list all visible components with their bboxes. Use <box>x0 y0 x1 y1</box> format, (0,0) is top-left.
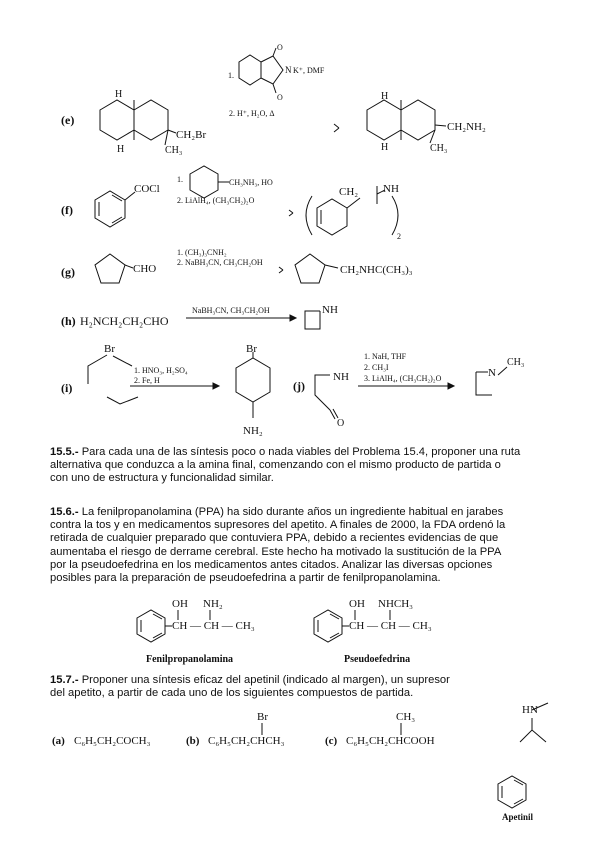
carbonyl-o: O <box>277 93 283 102</box>
nh-group: NH <box>322 304 338 316</box>
paragraph-line: retirada de cualquier preparado que contuviera PPA, debido a recientes evidencias de que <box>50 532 499 545</box>
cocl-group: COCl <box>134 183 160 195</box>
carbonyl-o: O <box>277 43 283 52</box>
h-label: H <box>381 142 389 153</box>
reagent-step-3: 3. LiAlH₄, (CH₃CH₂)₂O <box>364 374 442 383</box>
reaction-label: (j) <box>293 379 305 393</box>
pseudoefedrina-name: Pseudoefedrina <box>344 654 411 665</box>
bromo-group: Br <box>246 343 257 355</box>
reagent-counterion: K⁺, DMF <box>293 66 325 75</box>
reagent-step-2: 2. LiAlH₄, (CH₃CH₂)₂O <box>177 196 255 205</box>
reaction-label: (h) <box>61 314 76 328</box>
paragraph-line: 15.7.- Proponer una síntesis eficaz del apetinil (indicado al margen), un supresor <box>50 674 450 686</box>
option-b-label: (b) <box>186 735 200 747</box>
paragraph-line: alternativa que conduzca a la amina final, comenzando con el mismo producto de partida o <box>50 459 501 472</box>
bromo-substituent: Br <box>257 711 268 723</box>
methyl-group: CH₃ <box>507 357 525 368</box>
paragraph-line: 15.6.- La fenilpropanolamina (PPA) ha sido durante años un ingrediente habitual en jarabes <box>50 506 504 518</box>
reaction-label: (f) <box>61 203 73 217</box>
reagent-step-1: 1. NaH, THF <box>364 352 407 361</box>
option-a-label: (a) <box>52 735 65 747</box>
pseudoefedrina-chain: CH — CH — CH₃ <box>349 620 432 632</box>
paragraph-line: posibles para la preparación de pseudoefedrina a partir de fenilpropanolamina. <box>50 572 441 585</box>
aminoaldehyde: H₂NCH₂CH₂CHO <box>80 314 169 328</box>
methyl-group: CH₃ <box>430 143 448 154</box>
paragraph-line: 15.5.- Para cada una de las síntesis poco o nada viables del Problema 15.4, proponer una ruta <box>50 446 521 458</box>
hydroxyl-group: OH <box>349 598 365 610</box>
n-atom: N <box>488 367 496 379</box>
reagent-step-2: 2. CH₃I <box>364 363 389 372</box>
paragraph-line: con uno de estructura y funcionalidad similar. <box>50 472 274 485</box>
option-c-label: (c) <box>325 735 338 747</box>
amino-group: NH₂ <box>203 598 223 610</box>
paragraph-line: contra la tos y en medicamentos supresores del apetito. A finales de 2000, la FDA ordenó la <box>50 519 506 532</box>
paragraph-line: del apetito, a partir de cada uno de los siguientes compuestos de partida. <box>50 687 414 700</box>
ppa-name: Fenilpropanolamina <box>146 654 234 665</box>
reaction-label: (e) <box>61 113 75 127</box>
option-b-formula: C₆H₅CH₂CHCH₃ <box>208 735 285 747</box>
methylamino-group: NHCH₃ <box>378 598 414 610</box>
nh-group: NH <box>383 183 399 195</box>
ch2br-group: CH₂Br <box>176 129 207 141</box>
paragraph-line: aumentaba el riesgo de derrame cerebral. Este hecho ha motivado la sustitución de la PPA <box>50 545 502 558</box>
amine-group: CH₂NHC(CH₃)₃ <box>340 264 413 276</box>
reagent-step-1: 1. (CH₃)₃CNH₂ <box>177 248 227 257</box>
problem-number: 15.6.- <box>50 506 79 518</box>
option-c-formula: C₆H₅CH₂CHCOOH <box>346 735 435 747</box>
reagent-step-2: 2. Fe, H <box>134 376 160 385</box>
problem-number: 15.7.- <box>50 674 79 686</box>
ch2-group: CH₂ <box>339 186 359 198</box>
paragraph-line: por la pseudoefedrina en los medicamentos antes citados. Analizar las diversas opciones <box>50 558 493 571</box>
option-a-formula: C₆H₅CH₂COCH₃ <box>74 735 151 747</box>
amino-group: NH₂ <box>243 425 263 437</box>
reagent: NaBH₃CN, CH₃CH₂OH <box>192 306 270 315</box>
h-label: H <box>115 89 123 100</box>
ppa-chain: CH — CH — CH₃ <box>172 620 255 632</box>
subscript-two: 2 <box>397 232 401 241</box>
reagent-step-number: 1. <box>228 71 234 80</box>
imide-n: N <box>285 65 292 75</box>
carbonyl-o: O <box>337 418 345 429</box>
reagent-amine: CH₃NH₃, HO <box>229 178 273 187</box>
apetinil-name: Apetinil <box>502 812 534 822</box>
reaction-label: (g) <box>61 265 75 279</box>
h-label: H <box>117 144 125 155</box>
methyl-group: CH₃ <box>165 145 183 156</box>
ch2nh2-group: CH₂NH₂ <box>447 121 486 133</box>
problem-number: 15.5.- <box>50 446 79 458</box>
reagent-step-2: 2. H⁺, H₂O, Δ <box>229 109 275 118</box>
reagent-step-number: 1. <box>177 175 183 184</box>
bromo-group: Br <box>104 343 115 355</box>
reagent-step-2: 2. NaBH₃CN, CH₃CH₂OH <box>177 258 263 267</box>
cho-group: CHO <box>133 263 157 275</box>
reagent-step-1: 1. HNO₃, H₂SO₄ <box>134 366 188 375</box>
methyl-substituent: CH₃ <box>396 711 416 723</box>
nh-group: NH <box>333 371 349 383</box>
hydroxyl-group: OH <box>172 598 188 610</box>
hn-group: HN <box>522 704 538 716</box>
h-label: H <box>381 91 389 102</box>
reaction-label: (i) <box>61 381 73 395</box>
